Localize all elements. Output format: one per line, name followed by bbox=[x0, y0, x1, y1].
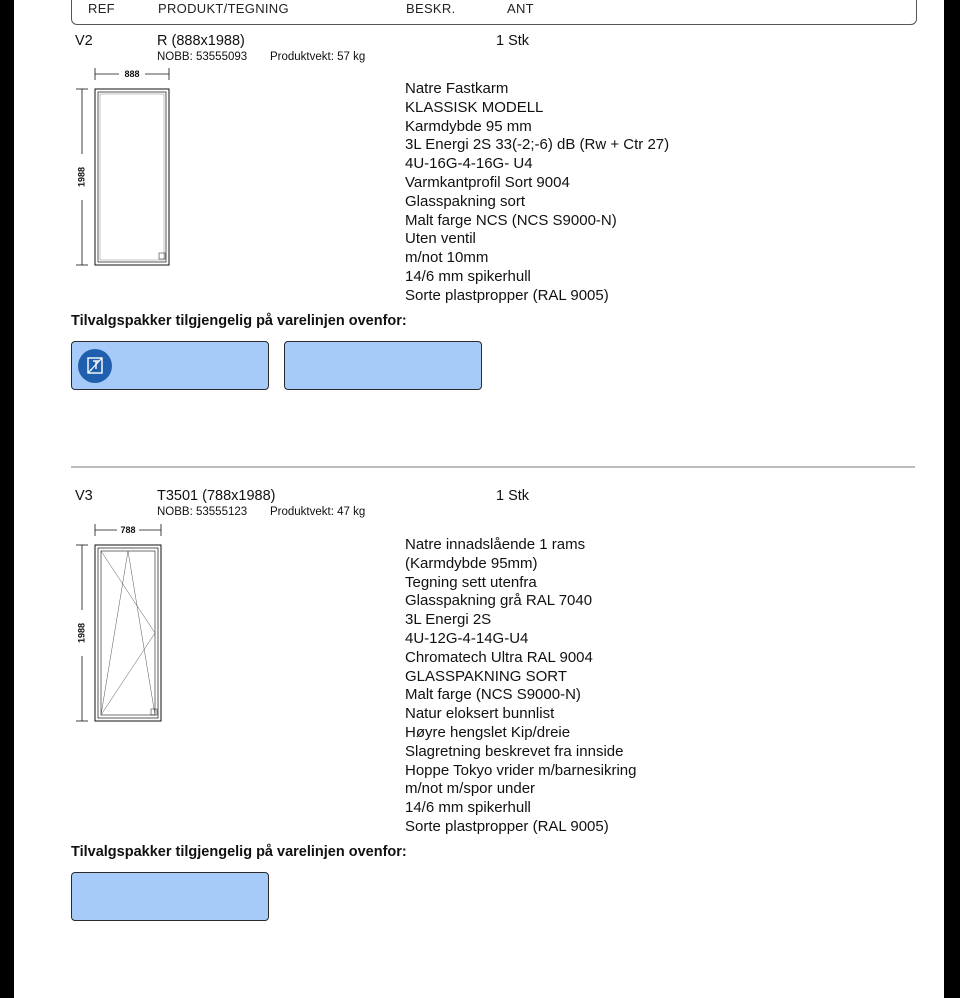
item-description bbox=[405, 536, 637, 837]
item-nobb: NOBB: 53555093 bbox=[157, 51, 248, 63]
dim-width-label: 788 bbox=[120, 525, 136, 535]
options-heading: Tilvalgspakker tilgjengelig på varelinjen ovenfor: bbox=[71, 313, 407, 329]
fixed-window-drawing bbox=[72, 66, 182, 270]
dim-height-label: 1988 bbox=[76, 166, 87, 188]
table-header bbox=[71, 0, 917, 25]
description-line: Natre innadslående 1 rams bbox=[405, 536, 586, 553]
description-line: Malt farge NCS (NCS S9000-N) bbox=[405, 211, 617, 229]
tilt-turn-window-drawing bbox=[72, 522, 182, 726]
description-line: Tegning sett utenfra bbox=[405, 573, 537, 591]
description-line: GLASSPAKNING SORT bbox=[405, 667, 567, 685]
description-line: Varmkantprofil Sort 9004 bbox=[405, 173, 570, 191]
description-line: Chromatech Ultra RAL 9004 bbox=[405, 648, 593, 666]
description-line: 4U-12G-4-14G-U4 bbox=[405, 629, 529, 647]
header-description: BESKR. bbox=[406, 1, 456, 16]
section-divider bbox=[71, 466, 915, 468]
item-quantity: 1 Stk bbox=[496, 488, 530, 504]
description-line: Glasspakning grå RAL 7040 bbox=[405, 592, 593, 610]
dim-width-label: 888 bbox=[124, 69, 140, 79]
description-line: Malt farge (NCS S9000-N) bbox=[405, 686, 581, 704]
item-ref: V2 bbox=[75, 33, 93, 49]
description-line: (Karmdybde 95mm) bbox=[405, 554, 538, 572]
option-package-empty[interactable] bbox=[284, 341, 482, 390]
option-package-measure[interactable] bbox=[71, 341, 269, 390]
item-product: R (888x1988) bbox=[157, 33, 245, 49]
header-quantity: ANT bbox=[507, 1, 534, 16]
description-line: 4U-16G-4-16G- U4 bbox=[405, 155, 533, 173]
description-line: 14/6 mm spikerhull bbox=[405, 799, 531, 817]
description-line: m/not 10mm bbox=[405, 249, 489, 267]
item-quantity: 1 Stk bbox=[496, 33, 530, 49]
description-line: Uten ventil bbox=[405, 230, 476, 248]
item-ref: V3 bbox=[75, 488, 93, 504]
item-product: T3501 (788x1988) bbox=[157, 488, 276, 504]
description-line: 3L Energi 2S 33(-2;-6) dB (Rw + Ctr 27) bbox=[405, 136, 670, 154]
description-line: Karmdybde 95 mm bbox=[405, 117, 532, 135]
item-nobb: NOBB: 53555123 bbox=[157, 506, 248, 518]
description-line: Natur eloksert bunnlist bbox=[405, 705, 555, 723]
item-weight: Produktvekt: 57 kg bbox=[270, 51, 366, 63]
dim-height-label: 1988 bbox=[76, 622, 87, 644]
description-line: Hoppe Tokyo vrider m/barnesikring bbox=[405, 761, 637, 779]
description-line: Sorte plastpropper (RAL 9005) bbox=[405, 286, 609, 304]
description-line: Høyre hengslet Kip/dreie bbox=[405, 723, 571, 741]
option-package-empty[interactable] bbox=[71, 872, 269, 921]
document-page bbox=[14, 0, 944, 998]
description-line: Sorte plastpropper (RAL 9005) bbox=[405, 817, 609, 835]
description-line: 14/6 mm spikerhull bbox=[405, 267, 531, 285]
measure-tool-icon bbox=[78, 349, 112, 383]
options-heading: Tilvalgspakker tilgjengelig på varelinjen ovenfor: bbox=[71, 844, 407, 860]
description-line: Slagretning beskrevet fra innside bbox=[405, 742, 624, 760]
description-line: Glasspakning sort bbox=[405, 192, 526, 210]
header-ref: REF bbox=[88, 1, 115, 16]
item-description bbox=[405, 80, 669, 306]
header-product: PRODUKT/TEGNING bbox=[158, 1, 289, 16]
description-line: Natre Fastkarm bbox=[405, 80, 509, 97]
item-weight: Produktvekt: 47 kg bbox=[270, 506, 366, 518]
description-line: m/not m/spor under bbox=[405, 780, 536, 798]
description-line: KLASSISK MODELL bbox=[405, 98, 544, 116]
description-line: 3L Energi 2S bbox=[405, 611, 492, 629]
